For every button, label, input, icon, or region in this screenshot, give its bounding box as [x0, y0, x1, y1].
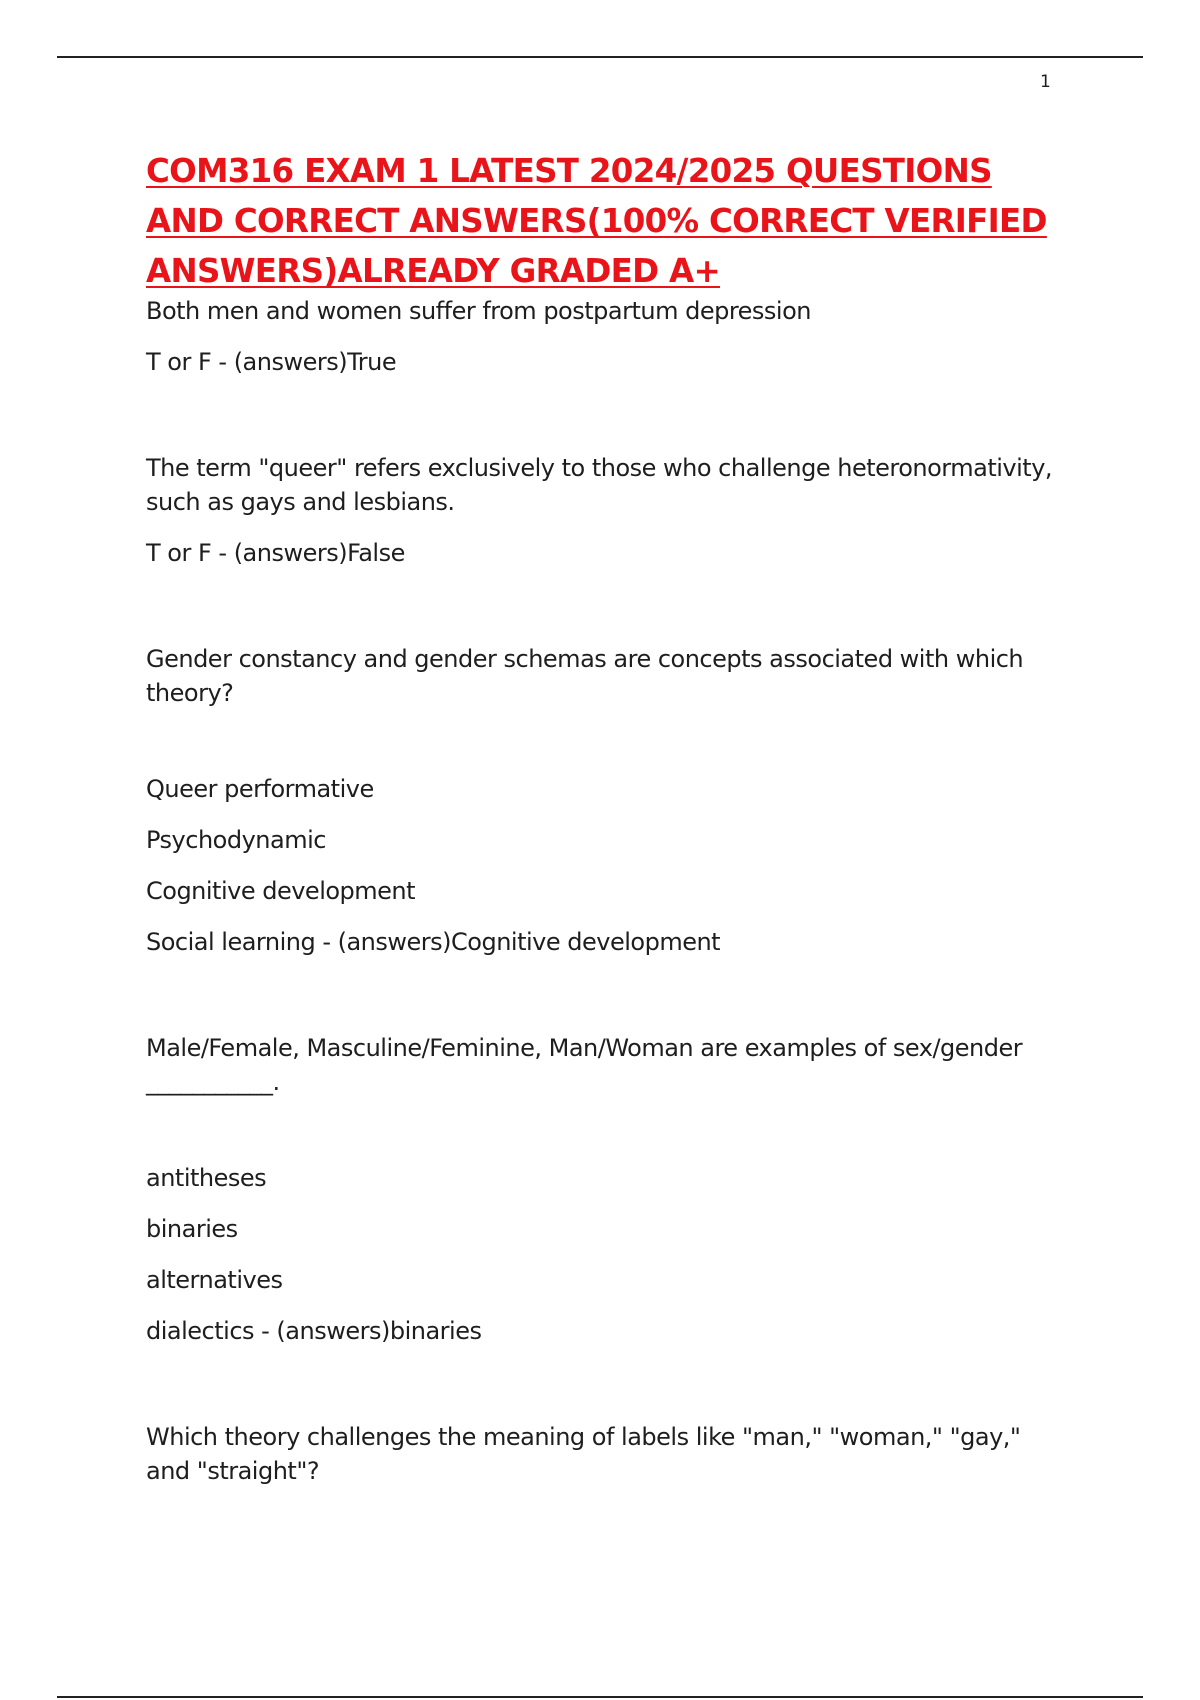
- option-line: Psychodynamic: [146, 826, 326, 854]
- question-text: [146, 642, 1086, 710]
- page-number: 1: [1040, 72, 1051, 92]
- question-line: ___________.: [146, 1068, 280, 1096]
- qa-item-2: [146, 451, 1086, 570]
- qa-item-1: [146, 294, 1086, 379]
- question-line: The term "queer" refers exclusively to those who challenge heteronormativity,: [146, 454, 1053, 482]
- answer-line: Social learning - (answers)Cognitive development: [146, 928, 721, 956]
- question-line: and "straight"?: [146, 1457, 320, 1485]
- question-line: such as gays and lesbians.: [146, 488, 455, 516]
- question-text: [146, 1420, 1086, 1488]
- qa-item-5: [146, 1420, 1086, 1488]
- question-text: [146, 451, 1086, 519]
- qa-item-3: [146, 642, 1086, 959]
- option-line: antitheses: [146, 1164, 267, 1192]
- option-line: Cognitive development: [146, 877, 416, 905]
- question-text: Both men and women suffer from postpartum depression: [146, 297, 811, 325]
- question-line: Which theory challenges the meaning of labels like "man," "woman," "gay,": [146, 1423, 1021, 1451]
- footer-rule: [57, 1696, 1143, 1698]
- answer-line: T or F - (answers)False: [146, 539, 405, 567]
- document-body: [146, 146, 1086, 1488]
- qa-item-4: [146, 1031, 1086, 1348]
- question-line: Gender constancy and gender schemas are concepts associated with which: [146, 645, 1024, 673]
- answer-line: dialectics - (answers)binaries: [146, 1317, 482, 1345]
- option-line: Queer performative: [146, 775, 374, 803]
- document-title: [146, 146, 1086, 296]
- answer-line: T or F - (answers)True: [146, 348, 397, 376]
- title-line-3: ANSWERS)ALREADY GRADED A+: [146, 252, 721, 290]
- option-line: binaries: [146, 1215, 238, 1243]
- title-line-1: COM316 EXAM 1 LATEST 2024/2025 QUESTIONS: [146, 152, 992, 190]
- question-line: Male/Female, Masculine/Feminine, Man/Woman are examples of sex/gender: [146, 1034, 1023, 1062]
- header-rule: [57, 56, 1143, 58]
- question-line: theory?: [146, 679, 234, 707]
- title-line-2: AND CORRECT ANSWERS(100% CORRECT VERIFIED: [146, 202, 1047, 240]
- question-text: [146, 1031, 1086, 1099]
- option-line: alternatives: [146, 1266, 283, 1294]
